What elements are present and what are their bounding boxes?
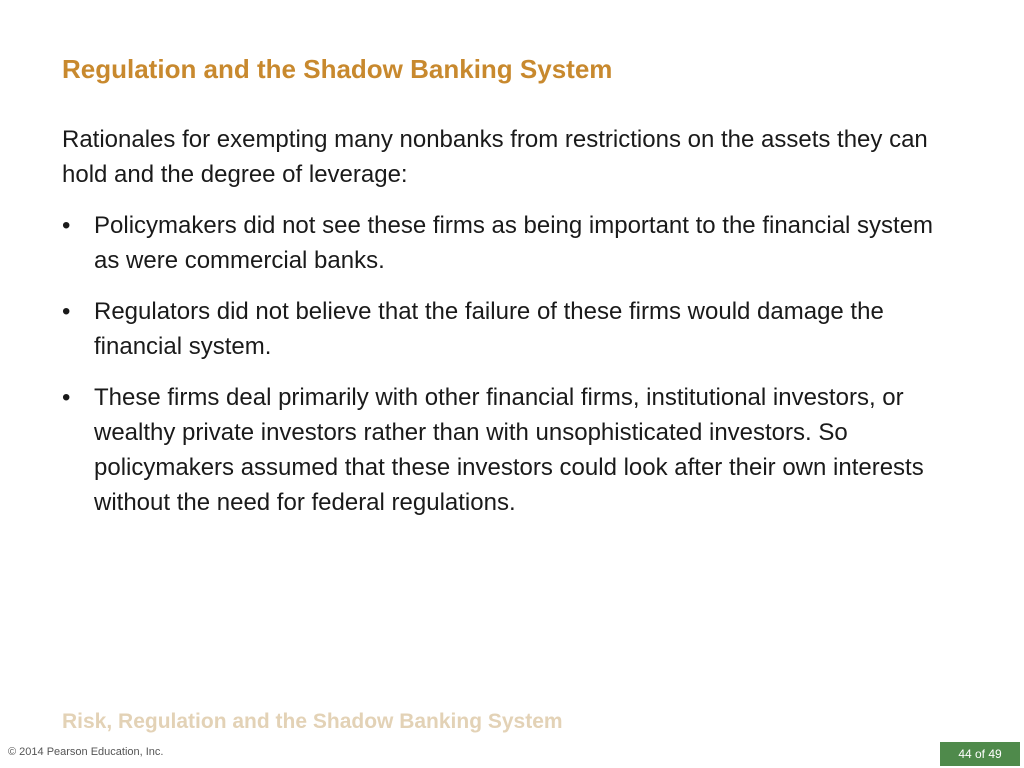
- bullet-item: [62, 294, 962, 364]
- bullet-list: [62, 208, 962, 520]
- page-number-badge: 44 of 49: [940, 742, 1020, 766]
- slide-body: [62, 122, 962, 536]
- bullet-item: [62, 208, 962, 278]
- footer-section-title: Risk, Regulation and the Shadow Banking System: [62, 710, 563, 733]
- bullet-text: These firms deal primarily with other financial firms, institutional investors, or wealthy private investors rather than with unsophisticated investors. So policymakers assumed that these investors could look after their own interests without the need for federal regulations.: [94, 384, 924, 516]
- bullet-marker: •: [62, 298, 71, 325]
- bullet-marker: •: [62, 384, 71, 411]
- bullet-text: Regulators did not believe that the failure of these firms would damage the financial system.: [94, 298, 884, 360]
- bullet-text: Policymakers did not see these firms as being important to the financial system as were commercial banks.: [94, 212, 934, 274]
- bullet-marker: •: [62, 212, 71, 239]
- intro-paragraph: Rationales for exempting many nonbanks from restrictions on the assets they can hold and the degree of leverage:: [62, 126, 928, 188]
- bullet-item: [62, 380, 962, 520]
- slide-title: Regulation and the Shadow Banking System: [62, 54, 613, 84]
- copyright-text: © 2014 Pearson Education, Inc.: [8, 746, 164, 758]
